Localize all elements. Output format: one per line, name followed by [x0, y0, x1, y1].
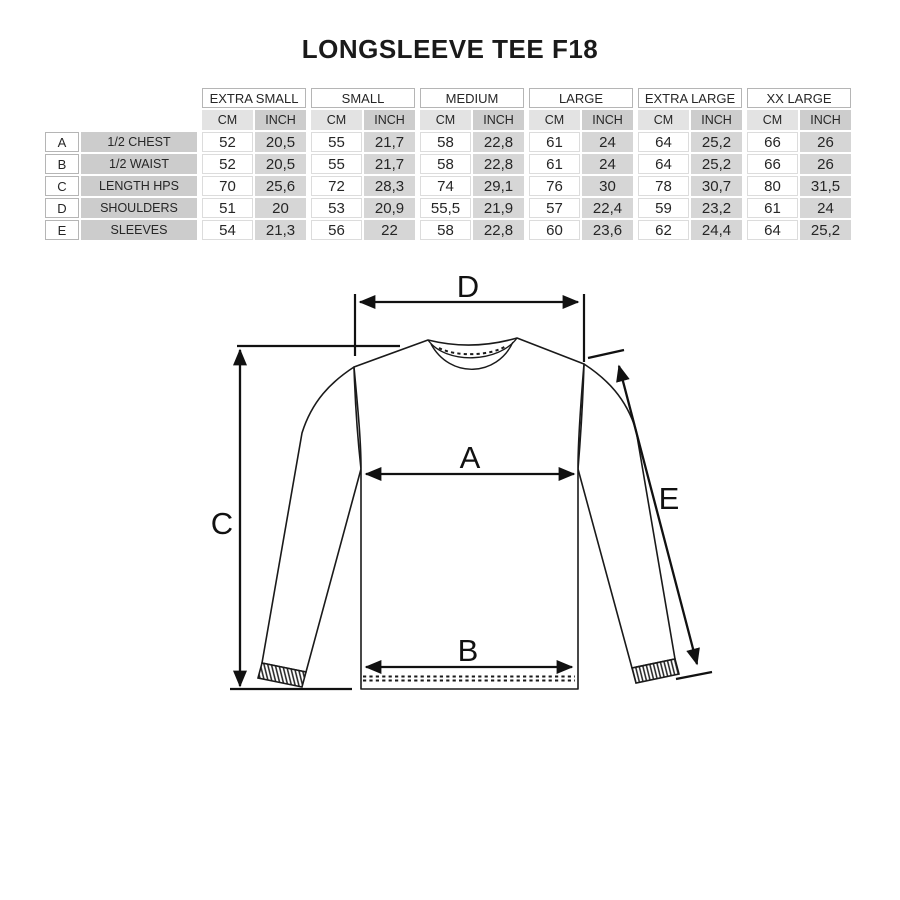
value-cell: 80	[747, 176, 798, 196]
value-cell: 26	[800, 132, 851, 152]
unit-header: INCH	[582, 110, 633, 130]
value-cell: 76	[529, 176, 580, 196]
row-letter: D	[45, 198, 79, 218]
value-cell: 58	[420, 132, 471, 152]
value-cell: 21,7	[364, 154, 415, 174]
value-cell: 52	[202, 154, 253, 174]
row-letter: B	[45, 154, 79, 174]
value-cell: 21,3	[255, 220, 306, 240]
unit-header: CM	[202, 110, 253, 130]
dimension-label-b: B	[457, 633, 479, 668]
value-cell: 66	[747, 132, 798, 152]
value-cell: 20,5	[255, 154, 306, 174]
value-cell: 72	[311, 176, 362, 196]
value-cell: 26	[800, 154, 851, 174]
row-label: SHOULDERS	[81, 198, 197, 218]
size-col-header: MEDIUM	[420, 88, 524, 108]
row-label: 1/2 WAIST	[81, 154, 197, 174]
value-cell: 78	[638, 176, 689, 196]
row-label: 1/2 CHEST	[81, 132, 197, 152]
value-cell: 61	[529, 154, 580, 174]
value-cell: 24,4	[691, 220, 742, 240]
value-cell: 24	[582, 154, 633, 174]
unit-header: CM	[638, 110, 689, 130]
row-letter: A	[45, 132, 79, 152]
value-cell: 61	[747, 198, 798, 218]
dimension-label-d: D	[456, 269, 480, 304]
value-cell: 30,7	[691, 176, 742, 196]
value-cell: 52	[202, 132, 253, 152]
row-label: LENGTH HPS	[81, 176, 197, 196]
unit-header: CM	[747, 110, 798, 130]
value-cell: 20,9	[364, 198, 415, 218]
unit-header: INCH	[364, 110, 415, 130]
value-cell: 22,8	[473, 220, 524, 240]
unit-header: CM	[420, 110, 471, 130]
unit-header: CM	[529, 110, 580, 130]
unit-header: INCH	[800, 110, 851, 130]
value-cell: 58	[420, 220, 471, 240]
value-cell: 20,5	[255, 132, 306, 152]
value-cell: 51	[202, 198, 253, 218]
value-cell: 22,8	[473, 154, 524, 174]
value-cell: 25,6	[255, 176, 306, 196]
value-cell: 22	[364, 220, 415, 240]
value-cell: 59	[638, 198, 689, 218]
value-cell: 62	[638, 220, 689, 240]
value-cell: 20	[255, 198, 306, 218]
value-cell: 57	[529, 198, 580, 218]
value-cell: 24	[582, 132, 633, 152]
value-cell: 74	[420, 176, 471, 196]
value-cell: 29,1	[473, 176, 524, 196]
row-letter: C	[45, 176, 79, 196]
value-cell: 23,6	[582, 220, 633, 240]
unit-header: INCH	[473, 110, 524, 130]
value-cell: 55	[311, 132, 362, 152]
value-cell: 21,9	[473, 198, 524, 218]
value-cell: 55,5	[420, 198, 471, 218]
value-cell: 64	[747, 220, 798, 240]
value-cell: 64	[638, 154, 689, 174]
size-col-header: EXTRA LARGE	[638, 88, 742, 108]
value-cell: 54	[202, 220, 253, 240]
size-col-header: SMALL	[311, 88, 415, 108]
value-cell: 25,2	[800, 220, 851, 240]
value-cell: 22,4	[582, 198, 633, 218]
value-cell: 66	[747, 154, 798, 174]
dimension-label-e: E	[658, 481, 680, 516]
value-cell: 55	[311, 154, 362, 174]
unit-header: CM	[311, 110, 362, 130]
value-cell: 23,2	[691, 198, 742, 218]
unit-header: INCH	[255, 110, 306, 130]
row-label: SLEEVES	[81, 220, 197, 240]
value-cell: 64	[638, 132, 689, 152]
dimension-label-c: C	[210, 506, 234, 541]
value-cell: 60	[529, 220, 580, 240]
value-cell: 31,5	[800, 176, 851, 196]
size-col-header: EXTRA SMALL	[202, 88, 306, 108]
unit-header: INCH	[691, 110, 742, 130]
size-col-header: XX LARGE	[747, 88, 851, 108]
value-cell: 58	[420, 154, 471, 174]
value-cell: 21,7	[364, 132, 415, 152]
value-cell: 22,8	[473, 132, 524, 152]
row-letter: E	[45, 220, 79, 240]
value-cell: 25,2	[691, 132, 742, 152]
value-cell: 28,3	[364, 176, 415, 196]
dimension-label-a: A	[459, 440, 481, 475]
value-cell: 30	[582, 176, 633, 196]
value-cell: 70	[202, 176, 253, 196]
value-cell: 24	[800, 198, 851, 218]
value-cell: 53	[311, 198, 362, 218]
value-cell: 56	[311, 220, 362, 240]
size-col-header: LARGE	[529, 88, 633, 108]
value-cell: 25,2	[691, 154, 742, 174]
value-cell: 61	[529, 132, 580, 152]
page-title: LONGSLEEVE TEE F18	[301, 34, 599, 64]
